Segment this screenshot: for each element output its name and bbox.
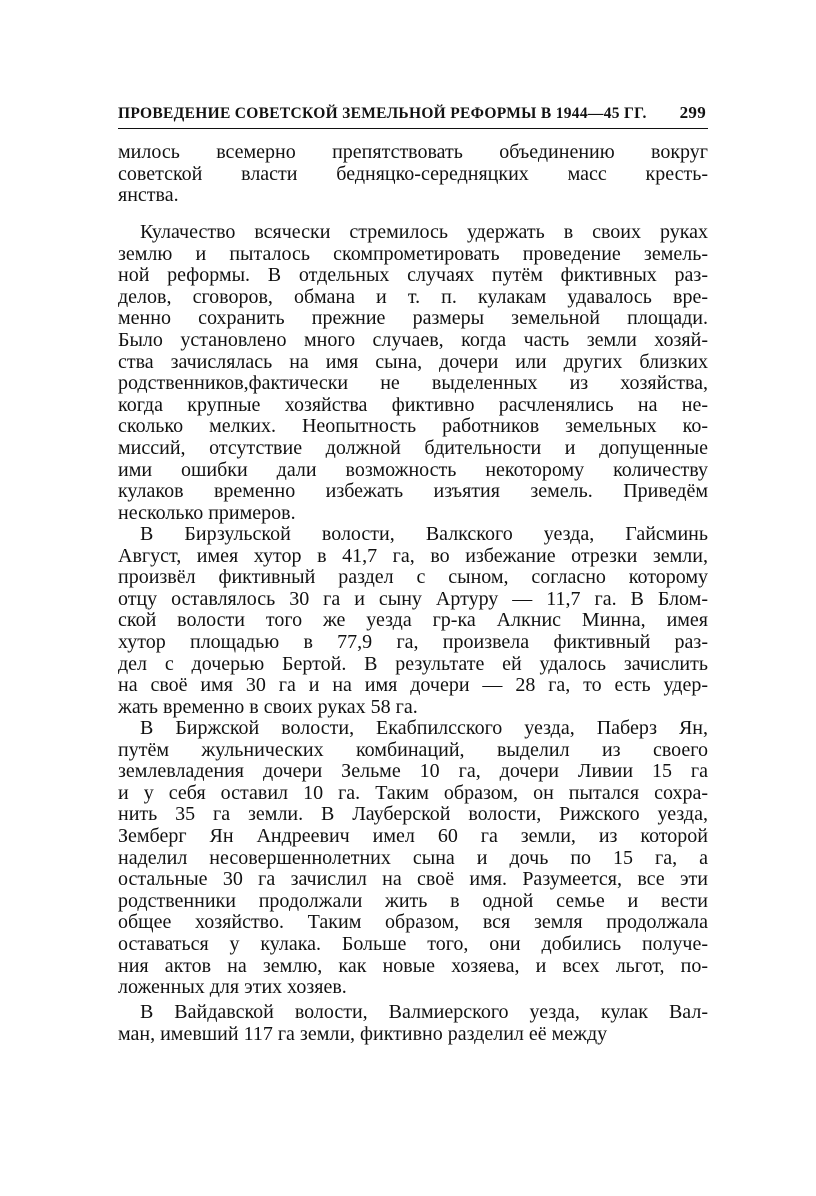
- text-line: ной реформы. В отдельных случаях путём фиктивных раз-: [118, 264, 708, 287]
- text-line: сколько мелких. Неопытность работников земельных ко-: [118, 415, 708, 438]
- text-line: родственников,фактически не выделенных из хозяйства,: [118, 372, 708, 395]
- text-line: дел с дочерью Бертой. В результате ей удалось зачислить: [118, 652, 708, 675]
- text-line: несколько примеров.: [118, 501, 296, 524]
- text-line: делов, сговоров, обмана и т. п. кулакам удавалось вре-: [118, 285, 708, 308]
- text-line: ской волости того же уезда гр-ка Алкнис Минна, имея: [118, 609, 708, 632]
- text-line: менно сохранить прежние размеры земельной площади.: [118, 307, 708, 330]
- text-line: общее хозяйство. Таким образом, вся земля продолжала: [118, 911, 708, 934]
- text-line: ства зачислялась на имя сына, дочери или других близких: [118, 350, 708, 373]
- paragraph: [118, 524, 708, 718]
- text-line: миссий, отсутствие должной бдительности и допущенные: [118, 436, 708, 459]
- running-header: [118, 103, 708, 123]
- text-line: ман, имевший 117 га земли, фиктивно разделил её между: [118, 1022, 608, 1045]
- paragraph: [118, 1002, 708, 1045]
- text-line: остальные 30 га зачислил на своё имя. Разумеется, все эти: [118, 868, 708, 891]
- text-line: В Биржской волости, Екабпилсского уезда, Паберз Ян,: [140, 717, 708, 739]
- text-line: нить 35 га земли. В Лауберской волости, Рижского уезда,: [118, 803, 708, 826]
- text-line: на своё имя 30 га и на имя дочери — 28 га, то есть удер-: [118, 674, 708, 697]
- text-line: Август, имея хутор в 41,7 га, во избежание отрезки земли,: [118, 544, 708, 567]
- text-line: путём жульнических комбинаций, выделил из своего: [118, 738, 708, 761]
- text-line: произвёл фиктивный раздел с сыном, согласно которому: [118, 566, 708, 589]
- text-line: когда крупные хозяйства фиктивно расчленялись на не-: [118, 393, 708, 416]
- text-line: милось всемерно препятствовать объединению вокруг: [118, 141, 708, 163]
- text-line: Земберг Ян Андреевич имел 60 га земли, из которой: [118, 824, 708, 847]
- text-line: оставаться у кулака. Больше того, они добились получе-: [118, 932, 708, 955]
- text-line: Было установлено много случаев, когда часть земли хозяй-: [118, 328, 708, 351]
- text-line: ложенных для этих хозяев.: [118, 976, 347, 999]
- text-line: Кулачество всячески стремилось удержать в своих руках: [140, 221, 708, 243]
- text-line: землю и пыталось скомпрометировать проведение земель-: [118, 242, 708, 265]
- paragraph: [118, 222, 708, 524]
- text-line: жать временно в своих руках 58 га.: [118, 695, 418, 718]
- text-line: и у себя оставил 10 га. Таким образом, он пытался сохра-: [118, 781, 708, 804]
- body-text: [118, 142, 708, 1062]
- text-line: родственники продолжали жить в одной семье и вести: [118, 889, 708, 912]
- text-line: кулаков временно избежать изъятия земель. Приведём: [118, 480, 708, 503]
- running-title: ПРОВЕДЕНИЕ СОВЕТСКОЙ ЗЕМЕЛЬНОЙ РЕФОРМЫ В 1944—45 ГГ.: [118, 105, 647, 122]
- text-line: отцу оставлялось 30 га и сыну Артуру — 11,7 га. В Блом-: [118, 587, 708, 610]
- text-line: наделил несовершеннолетних сына и дочь по 15 га, а: [118, 846, 708, 869]
- text-line: землевладения дочери Зельме 10 га, дочери Ливии 15 га: [118, 760, 708, 783]
- text-line: ния актов на землю, как новые хозяева, и всех льгот, по-: [118, 954, 708, 977]
- text-line: В Вайдавской волости, Валмиерского уезда, кулак Вал-: [140, 1001, 708, 1023]
- text-line: В Бирзульской волости, Валкского уезда, Гайсминь: [140, 523, 708, 545]
- page-number: 299: [679, 103, 706, 122]
- paragraph: [118, 142, 708, 207]
- text-line: янства.: [118, 184, 179, 207]
- paragraph: [118, 718, 708, 999]
- text-line: ими ошибки дали возможность некоторому количеству: [118, 458, 708, 481]
- text-line: советской власти бедняцко-середняцких масс кресть-: [118, 162, 708, 185]
- text-line: хутор площадью в 77,9 га, произвела фиктивный раз-: [118, 630, 708, 653]
- header-rule: [118, 128, 708, 129]
